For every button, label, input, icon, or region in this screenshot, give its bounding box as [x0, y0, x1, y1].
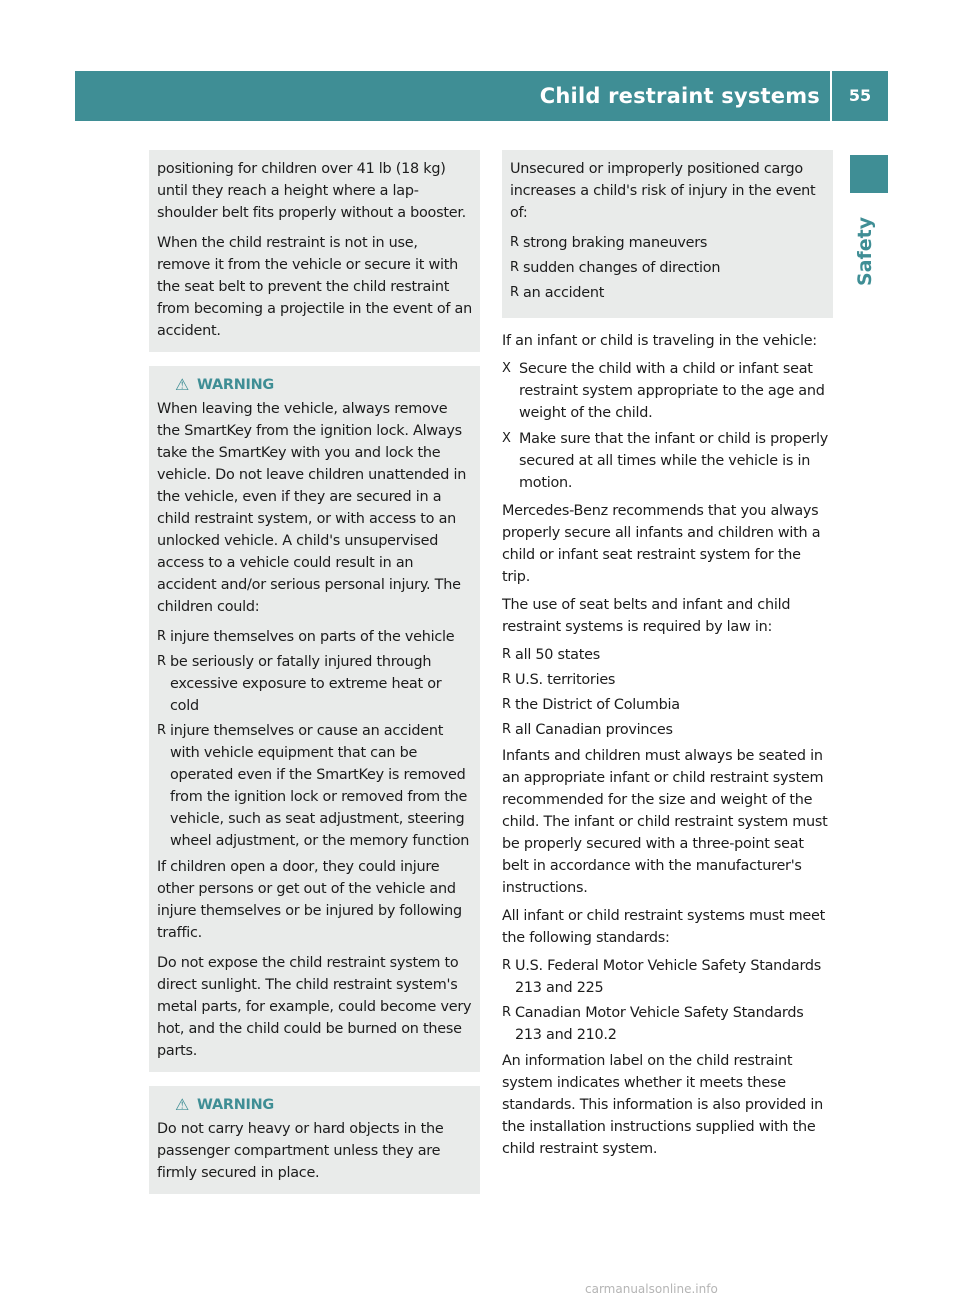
step-item: X Make sure that the infant or child is properly secured at all times while the vehicle is in motion. [502, 428, 833, 494]
paragraph: positioning for children over 41 lb (18 kg) until they reach a height where a lap-shoulder belt fits properly without a booster. [157, 161, 467, 221]
warning-title: WARNING [197, 1097, 274, 1113]
bullet-list [157, 626, 472, 852]
warning-title: WARNING [197, 377, 274, 393]
bullet-list [510, 232, 825, 304]
paragraph: Infants and children must always be seated in an appropriate infant or child restraint system recommended for the size and weight of the child. The infant or child restraint system must be properly secured with a three-point seat belt in accordance with the manufacturer's instructions. [502, 748, 828, 896]
right-column [502, 150, 833, 1166]
list-item: R sudden changes of direction [510, 257, 825, 279]
continued-note-box [149, 150, 480, 352]
left-column [149, 150, 480, 1194]
warning-heading [157, 374, 472, 396]
step-list [502, 358, 833, 494]
list-item: R strong braking maneuvers [510, 232, 825, 254]
warning-triangle-icon: ⚠ [175, 375, 190, 394]
warning-heading [157, 1094, 472, 1116]
list-item: R U.S. Federal Motor Vehicle Safety Standards 213 and 225 [502, 955, 833, 999]
list-item: R an accident [510, 282, 825, 304]
step-item: X Secure the child with a child or infant seat restraint system appropriate to the age and weight of the child. [502, 358, 833, 424]
section-tab-marker [850, 155, 888, 193]
paragraph: Do not expose the child restraint system to direct sunlight. The child restraint system's metal parts, for example, could become very hot, and the child could be burned on these parts. [157, 955, 472, 1059]
list-item: R U.S. territories [502, 669, 833, 691]
warning-box [149, 1086, 480, 1194]
list-item: R injure themselves or cause an accident with vehicle equipment that can be operated even if the SmartKey is removed from the ignition lock or removed from the vehicle, such as seat adjustment, steering wheel adjustment, or the memory function [157, 720, 472, 852]
list-item: R all 50 states [502, 644, 833, 666]
paragraph: If an infant or child is traveling in the vehicle: [502, 333, 817, 349]
paragraph: All infant or child restraint systems must meet the following standards: [502, 908, 826, 946]
paragraph: When leaving the vehicle, always remove the SmartKey from the ignition lock. Always take the SmartKey with you and lock the vehicle. Do not leave children unattended in the vehicle, even if they are secured in a child restraint system, or with access to an unlocked vehicle. A child's unsupervised access to a vehicle could result in an accident and/or serious personal injury. The children could: [157, 401, 467, 615]
list-item: R the District of Columbia [502, 694, 833, 716]
warning-triangle-icon: ⚠ [175, 1095, 190, 1114]
cargo-note-box [502, 150, 833, 318]
list-item: R Canadian Motor Vehicle Safety Standards 213 and 210.2 [502, 1002, 833, 1046]
paragraph: Unsecured or improperly positioned cargo increases a child's risk of injury in the event of: [510, 161, 816, 221]
watermark: carmanualsonline.info [585, 1282, 718, 1296]
list-item: R all Canadian provinces [502, 719, 833, 741]
paragraph: An information label on the child restraint system indicates whether it meets these standards. This information is also provided in the installation instructions supplied with the child restraint system. [502, 1053, 823, 1157]
bullet-list [502, 644, 833, 741]
header-bar [75, 71, 888, 121]
paragraph: The use of seat belts and infant and child restraint systems is required by law in: [502, 597, 791, 635]
paragraph: If children open a door, they could injure other persons or get out of the vehicle and injure themselves or be injured by following traffic. [157, 859, 462, 941]
chapter-title: Child restraint systems [539, 84, 820, 108]
paragraph: Mercedes-Benz recommends that you always properly secure all infants and children with a child or infant seat restraint system for the trip. [502, 503, 821, 585]
list-item: R injure themselves on parts of the vehicle [157, 626, 472, 648]
section-tab-label: Safety [854, 216, 876, 286]
warning-box [149, 366, 480, 1072]
paragraph: When the child restraint is not in use, remove it from the vehicle or secure it with the seat belt to prevent the child restraint from becoming a projectile in the event of an accident. [157, 235, 472, 339]
page-number: 55 [848, 86, 872, 105]
bullet-list [502, 955, 833, 1046]
list-item: R be seriously or fatally injured through excessive exposure to extreme heat or cold [157, 651, 472, 717]
paragraph: Do not carry heavy or hard objects in the passenger compartment unless they are firmly secured in place. [157, 1121, 444, 1181]
